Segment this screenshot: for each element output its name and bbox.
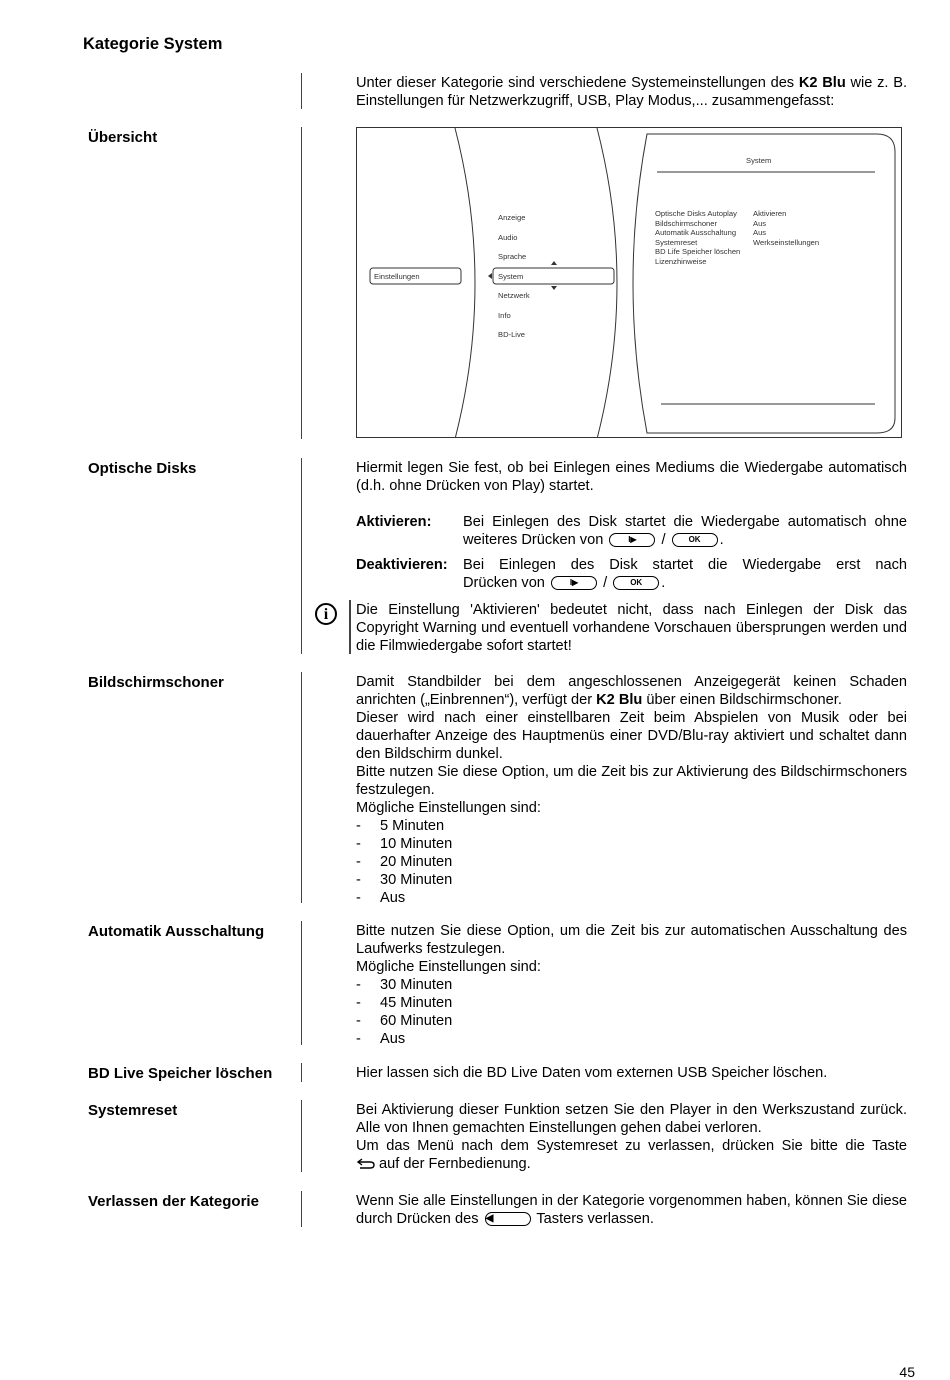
section-divider [301,1063,302,1082]
return-icon [356,1157,376,1169]
list-item: - 30 Minuten [356,977,453,993]
screenshot-settings-names: Optische Disks Autoplay Bildschirmschoner Automatik Ausschaltung Systemreset BD Life Speicher löschen Lizenzhinweise [655,209,741,266]
section-divider [301,921,302,1045]
section-divider [301,458,302,654]
screenshot-menu-item: Info [498,311,511,320]
section-divider [301,1191,302,1227]
deactivate-term: Deaktivieren: [356,557,448,573]
menu-screenshot [356,127,902,438]
play-button-icon: I▶ [609,533,655,547]
screenshot-panel-title: System [746,156,772,165]
page-title: Kategorie System [83,35,223,53]
screenshot-menu-item-selected: System [498,272,524,281]
section-divider [301,672,302,903]
screenshot-menu-item: Anzeige [498,213,526,222]
list-item: - 20 Minuten [356,854,453,870]
screenshot-settings-values: Aktivieren Aus Aus Werkseinstellungen [753,209,820,247]
ok-button-icon: OK [672,533,718,547]
reset-text: Bei Aktivierung dieser Funktion setzen Sie den Player in den Werkszustand zurück. Alle von Ihnen gemachten Einstellungen gehen dabei verloren. Um das Menü nach dem Systemreset zu verlassen, drücken Sie bitte die Taste auf der Fernbedienung. [356,1102,907,1172]
left-arrow-button-icon: ◀ [485,1212,531,1226]
autooff-text: Bitte nutzen Sie diese Option, um die Zeit bis zur automatischen Ausschaltung des Laufwerks festzulegen. Mögliche Einstellungen sind: - 30 Minuten - 45 Minuten - 60 Minuten - Aus [356,923,907,1047]
play-button-icon: I▶ [551,576,597,590]
section-label-overview: Übersicht [88,129,158,146]
optical-text: Hiermit legen Sie fest, ob bei Einlegen eines Mediums die Wiedergabe automatisch (d.h. ohne Drücken von Play) startet. [356,460,907,494]
screenshot-menu-item: Sprache [498,252,527,261]
optical-note: Die Einstellung 'Aktivieren' bedeutet nicht, dass nach Einlegen der Disk das Copyright Warning und eventuell vorhandene Vorschauen übersprungen werden und die Filmwiedergabe sofort startet! [356,602,907,654]
activate-definition: Aktivieren: Bei Einlegen des Disk startet die Wiedergabe automatisch ohne weiteres Drücken von I▶ / OK . [356,514,907,548]
section-divider [301,127,302,439]
list-item: - 30 Minuten [356,872,453,888]
screenshot-menu-item: BD-Live [498,330,526,339]
screenshot-left-item: Einstellungen [374,272,420,281]
section-label-autooff: Automatik Ausschaltung [88,923,265,940]
list-item: - 45 Minuten [356,995,453,1011]
screenshot-menu-item: Netzwerk [498,291,530,300]
intro-text: Unter dieser Kategorie sind verschiedene Systemeinstellungen des K2 Blu wie z. B. Einstellungen für Netzwerkzugriff, USB, Play Modus,... zusammengefasst: [356,75,908,109]
list-item: - Aus [356,890,406,906]
list-item: - 5 Minuten [356,818,445,834]
section-divider [301,1100,302,1172]
section-label-leave: Verlassen der Kategorie [88,1193,259,1210]
leave-text: Wenn Sie alle Einstellungen in der Kategorie vorgenommen haben, können Sie diese durch Drücken des ◀ Tasters verlassen. [356,1193,907,1227]
screensaver-text: Damit Standbilder bei dem angeschlossenen Anzeigegerät keinen Schaden anrichten („Einbrennen“), verfügt der K2 Blu über einen Bildschirmschoner. Dieser wird nach einer einstellbaren Zeit beim Abspielen von Musik oder bei dauerhafter Anzeige des Hauptmenüs einer DVD/Blu-ray aktiviert und schaltet dann den Bildschirm dunkel. Bitte nutzen Sie diese Option, um die Zeit bis zur Aktivierung des Bildschirmschoners festzulegen. Mögliche Einstellungen sind: - 5 Minuten - 10 Minuten - 20 Minuten - 30 Minuten - Aus [356,674,907,906]
note-bar [349,600,351,654]
list-item: - Aus [356,1031,406,1047]
section-divider [301,73,302,109]
ok-button-icon: OK [613,576,659,590]
bdlive-text: Hier lassen sich die BD Live Daten vom externen USB Speicher löschen. [356,1065,828,1081]
screenshot-menu-item: Audio [498,233,518,242]
section-label-screensaver: Bildschirmschoner [88,674,224,691]
brand-name: K2 Blu [596,692,643,708]
section-label-optical: Optische Disks [88,460,197,477]
list-item: - 10 Minuten [356,836,453,852]
section-label-reset: Systemreset [88,1102,178,1119]
section-label-bdlive: BD Live Speicher löschen [88,1065,273,1082]
brand-name: K2 Blu [798,75,846,91]
screenshot-frame-lines [357,128,902,438]
activate-term: Aktivieren: [356,514,432,530]
list-item: - 60 Minuten [356,1013,453,1029]
info-icon: i [315,603,337,625]
deactivate-definition: Deaktivieren: Bei Einlegen des Disk startet die Wiedergabe erst nach Drücken von I▶ / OK . [356,557,907,591]
page-number: 45 [899,1364,915,1380]
